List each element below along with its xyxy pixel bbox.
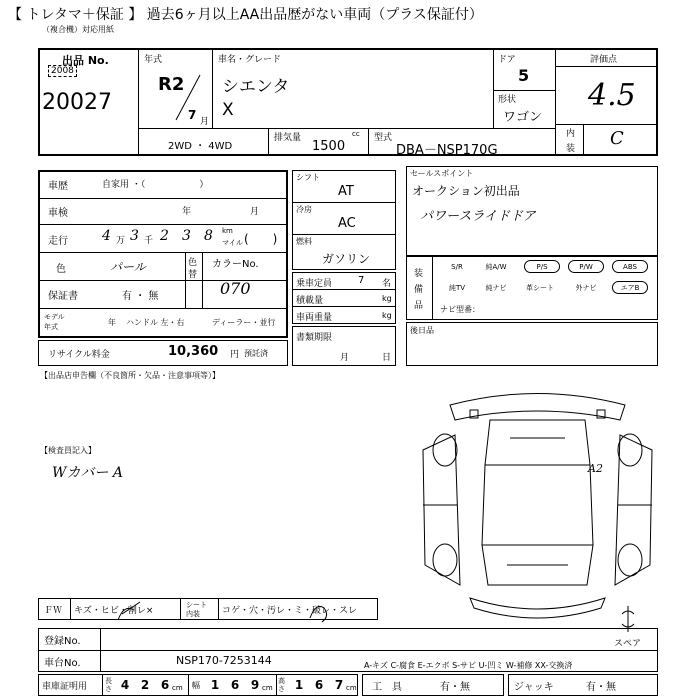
inspector-label: 【検査員記入】 xyxy=(40,446,96,455)
body-type-label: 形状 xyxy=(498,95,517,105)
header-block xyxy=(38,48,658,156)
jack-value: 有・無 xyxy=(586,682,616,693)
car-name-label: 車名・グレード xyxy=(218,55,282,65)
fw-label: ＦＷ xyxy=(44,606,63,616)
capacity-value: 7 xyxy=(358,275,365,286)
shift-label: シフト xyxy=(296,173,320,182)
tools-value: 有・無 xyxy=(440,682,470,693)
model-year-handle: ハンドル 左・右 xyxy=(126,318,185,327)
mileage-u1: 万 xyxy=(116,236,126,246)
cert-length-2: 2 xyxy=(140,678,150,692)
recycle-unit: 円 xyxy=(230,350,240,360)
cert-length-1: 4 xyxy=(120,678,130,692)
equip-navi: 純ナビ xyxy=(485,284,507,292)
sales-point-label: セールスポイント xyxy=(410,169,474,178)
warranty-label: 保証書 xyxy=(48,291,78,302)
mileage-v5: 8 xyxy=(204,228,213,244)
cert-height-label: 高さ xyxy=(278,677,285,693)
aircon-value: AC xyxy=(338,216,356,231)
mileage-v4: 3 xyxy=(182,228,191,244)
interior-value: C xyxy=(610,128,624,149)
jack-label: ジャッキ xyxy=(514,682,554,693)
equip-ext-navi: 外ナビ xyxy=(575,284,597,292)
fuel-label: 燃料 xyxy=(296,237,312,246)
recycle-note: 預託済 xyxy=(244,349,268,358)
score-value: 4.5 xyxy=(588,78,636,113)
equip-alloy: 純A/W xyxy=(485,263,507,271)
shift-value: AT xyxy=(338,184,354,199)
equip-leather: 革シート xyxy=(526,284,554,292)
sales-point-title: オークション初出品 xyxy=(412,184,520,198)
fw-note: キズ・ヒビ・割レ× xyxy=(74,606,154,616)
chassis-value: NSP170-7253144 xyxy=(176,654,272,667)
seat-label-2: 内装 xyxy=(186,610,200,618)
drive: 2WD ・ 4WD xyxy=(168,141,233,152)
color-label: 色 xyxy=(56,264,66,275)
mileage-v1: 4 xyxy=(102,228,111,244)
inspection-month: 月 xyxy=(250,207,260,217)
form-note: （複合機）対応用紙 xyxy=(42,25,114,34)
car-name: シエンタ xyxy=(222,77,290,97)
load-label: 積載量 xyxy=(296,296,324,306)
cert-length-unit: cm xyxy=(172,684,183,692)
cert-width-2: 6 xyxy=(230,678,240,692)
lot-sub: 2008 xyxy=(48,65,77,77)
color-no-label: カラーNo. xyxy=(212,259,259,270)
interior-label-2: 装 xyxy=(566,144,576,154)
cert-width-1: 1 xyxy=(210,678,220,692)
capacity-unit: 名 xyxy=(382,279,392,289)
body-type-value: ワゴン xyxy=(503,110,543,125)
equip-navi-model: ナビ型番： xyxy=(440,305,480,314)
displacement-value: 1500 xyxy=(312,139,346,154)
car-diagram xyxy=(415,380,660,630)
equip-label-1: 装 xyxy=(414,269,424,279)
year-month: 7 xyxy=(188,108,197,122)
displacement-unit: cc xyxy=(352,130,360,138)
lot-number: 20027 xyxy=(42,90,112,115)
after-install-block xyxy=(406,322,658,366)
chassis-label: 車台No. xyxy=(44,658,81,669)
mileage-u2: 千 xyxy=(144,236,154,246)
model-year-l2: 年式 xyxy=(44,323,58,331)
seat-note: コゲ・穴・汚レ・ミ・破レ・スレ xyxy=(222,606,358,616)
banner: 【 トレタマ＋保証 】 過去6ヶ月以上AA出品歴がない車両（プラス保証付） xyxy=(8,7,483,23)
cert-height-3: 7 xyxy=(334,678,344,692)
deadline-month: 月 xyxy=(340,353,350,363)
seller-report-label: 【出品店申告欄（不良箇所・欠品・注意事項等）】 xyxy=(40,371,220,380)
car-grade: X xyxy=(222,100,234,120)
equip-airbag: エアB xyxy=(612,281,648,294)
fuel-value: ガソリン xyxy=(322,252,371,266)
doors-value: 5 xyxy=(518,66,530,85)
after-install-label: 後日品 xyxy=(410,326,434,335)
history-label: 車歴 xyxy=(48,181,68,192)
warranty-value: 有 ・ 無 xyxy=(122,291,159,302)
cert-length-label: 長さ xyxy=(105,677,112,693)
equip-pw: P/W xyxy=(568,260,604,273)
color-paint-1: 色 xyxy=(188,258,198,268)
sales-point-note: パワースライドドア xyxy=(420,209,536,224)
tools-label: 工 具 xyxy=(372,682,402,693)
model-label: 型式 xyxy=(374,133,393,143)
doors-label: ドア xyxy=(498,55,516,65)
cert-width-3: 9 xyxy=(250,678,260,692)
equip-label-2: 備 xyxy=(414,285,424,295)
interior-handwriting xyxy=(110,596,340,626)
load-unit: kg xyxy=(382,294,392,303)
damage-legend: A-キズ C-腐食 E-エクボ S-サビ U-凹ミ W-補修 XX-交換済 xyxy=(364,661,573,670)
inspection-label: 車検 xyxy=(48,208,68,219)
mileage-v3: 2 xyxy=(160,228,169,244)
model-year-dealer: ディーラー・並行 xyxy=(212,318,276,327)
spare-label: スペア xyxy=(614,639,642,649)
color-paint-2: 替 xyxy=(188,270,198,280)
equip-ps: P/S xyxy=(524,260,560,273)
deadline-label: 書類期限 xyxy=(296,333,333,343)
cert-height-1: 1 xyxy=(294,678,304,692)
equip-abs: ABS xyxy=(612,260,648,273)
equip-tv: 純TV xyxy=(448,284,466,292)
cert-length-3: 6 xyxy=(160,678,170,692)
mileage-unit-mile: マイル xyxy=(222,239,243,247)
capacity-label: 乗車定員 xyxy=(296,279,333,289)
interior-label-1: 内 xyxy=(566,129,576,139)
mileage-label: 走行 xyxy=(48,236,68,247)
recycle-label: リサイクル料金 xyxy=(48,350,110,360)
year-label: 年式 xyxy=(144,55,163,65)
mileage-v2: 3 xyxy=(130,228,139,244)
score-label: 評価点 xyxy=(590,55,618,65)
inspection-year: 年 xyxy=(182,207,192,217)
mileage-unit-km: km xyxy=(222,227,233,235)
inspector-note: Wカバー A xyxy=(52,465,123,481)
cert-height-2: 6 xyxy=(314,678,324,692)
color-value: パール xyxy=(110,260,146,274)
history-value: 自家用 ・（ ） xyxy=(102,180,209,190)
model-value: DBA－NSP170G xyxy=(396,143,498,158)
deadline-day: 日 xyxy=(382,353,392,363)
aircon-label: 冷房 xyxy=(296,205,312,214)
cert-label: 車庫証明用 xyxy=(42,682,88,692)
cert-width-label: 幅 xyxy=(192,681,200,690)
model-year-year: 年 xyxy=(108,318,116,327)
year-era: R2 xyxy=(158,74,185,95)
recycle-value: 10,360 xyxy=(168,344,219,359)
color-no-value: 070 xyxy=(220,279,251,298)
year-month-unit: 月 xyxy=(200,117,210,127)
cert-width-unit: cm xyxy=(262,684,273,692)
diagram-mark: A2 xyxy=(588,462,603,475)
model-year-l1: モデル xyxy=(44,313,65,321)
weight-label: 車両重量 xyxy=(296,313,333,323)
equip-label-3: 品 xyxy=(414,301,424,311)
equip-sr: S/R xyxy=(451,263,463,271)
registration-label: 登録No. xyxy=(44,636,81,647)
displacement-label: 排気量 xyxy=(274,133,302,143)
cert-height-unit: cm xyxy=(346,684,357,692)
mileage-paren: ( ) xyxy=(244,232,278,246)
weight-unit: kg xyxy=(382,311,392,320)
details-left xyxy=(38,170,288,338)
seat-label-1: シート xyxy=(186,601,207,609)
lot-label: 出品 No. xyxy=(62,54,109,67)
